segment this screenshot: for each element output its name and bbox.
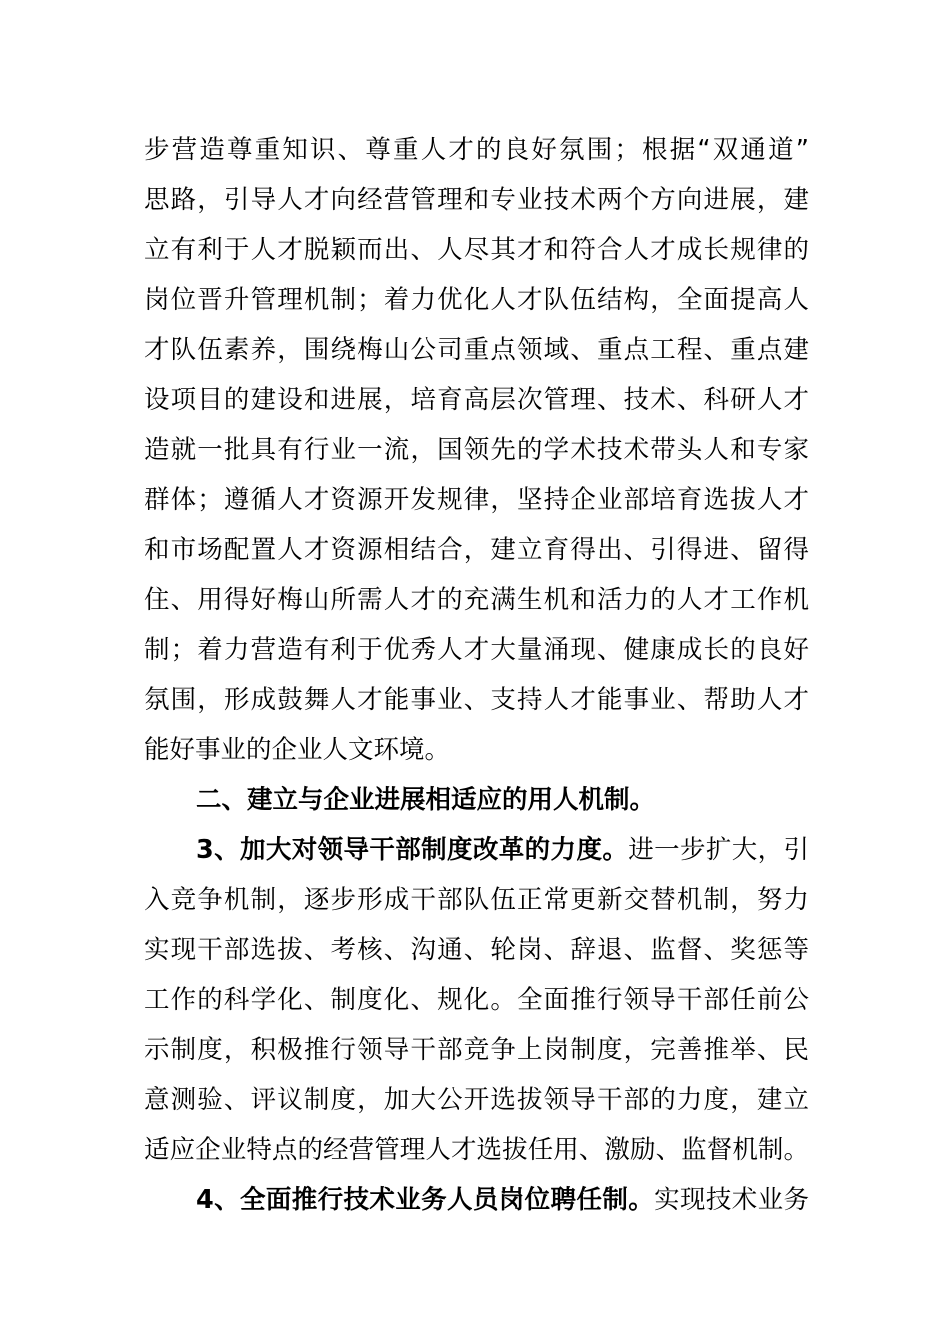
body-text-line: 入竞争机制，逐步形成干部队伍正常更新交替机制，努力: [144, 885, 809, 915]
body-text-line: 造就一批具有行业一流，国领先的学术技术带头人和专家: [144, 435, 809, 465]
body-text-line: 氛围，形成鼓舞人才能事业、支持人才能事业、帮助人才: [144, 685, 809, 715]
body-text-line: 意测验、评议制度，加大公开选拔领导干部的力度，建立: [144, 1085, 809, 1115]
item3-first-line-text: 进一步扩大，引: [628, 835, 809, 865]
body-text-line: 示制度，积极推行领导干部竞争上岗制度，完善推举、民: [144, 1035, 809, 1065]
item4-first-line: [196, 1180, 809, 1220]
section-heading: 二、建立与企业进展相适应的用人机制。: [196, 785, 656, 815]
item3-first-line: [196, 830, 809, 870]
body-text-line: 适应企业特点的经营管理人才选拔任用、激励、监督机制。: [144, 1135, 809, 1165]
item4-first-line-text: 实现技术业务: [654, 1185, 809, 1215]
body-text-line: 制；着力营造有利于优秀人才大量涌现、健康成长的良好: [144, 635, 809, 665]
body-text-line: 立有利于人才脱颖而出、人尽其才和符合人才成长规律的: [144, 235, 809, 265]
body-text-line: 岗位晋升管理机制；着力优化人才队伍结构，全面提高人: [144, 285, 809, 315]
body-text-line: 群体；遵循人才资源开发规律，坚持企业部培育选拔人才: [144, 485, 809, 515]
body-text-line: 能好事业的企业人文环境。: [144, 735, 451, 765]
body-text-line: 工作的科学化、制度化、规化。全面推行领导干部任前公: [144, 985, 809, 1015]
body-text-line: 住、用得好梅山所需人才的充满生机和活力的人才工作机: [144, 585, 809, 615]
item3-heading: 3、加大对领导干部制度改革的力度。: [196, 835, 629, 865]
body-text-line: 步营造尊重知识、尊重人才的良好氛围；根据“双通道”: [144, 135, 809, 165]
body-text-line: 思路，引导人才向经营管理和专业技术两个方向进展，建: [144, 185, 809, 215]
body-text-line: 实现干部选拔、考核、沟通、轮岗、辞退、监督、奖惩等: [144, 935, 809, 965]
body-text-line: 和市场配置人才资源相结合，建立育得出、引得进、留得: [144, 535, 809, 565]
body-text-line: 才队伍素养，围绕梅山公司重点领域、重点工程、重点建: [144, 335, 809, 365]
body-text-line: 设项目的建设和进展，培育高层次管理、技术、科研人才: [144, 385, 809, 415]
item4-heading: 4、全面推行技术业务人员岗位聘任制。: [196, 1185, 655, 1215]
